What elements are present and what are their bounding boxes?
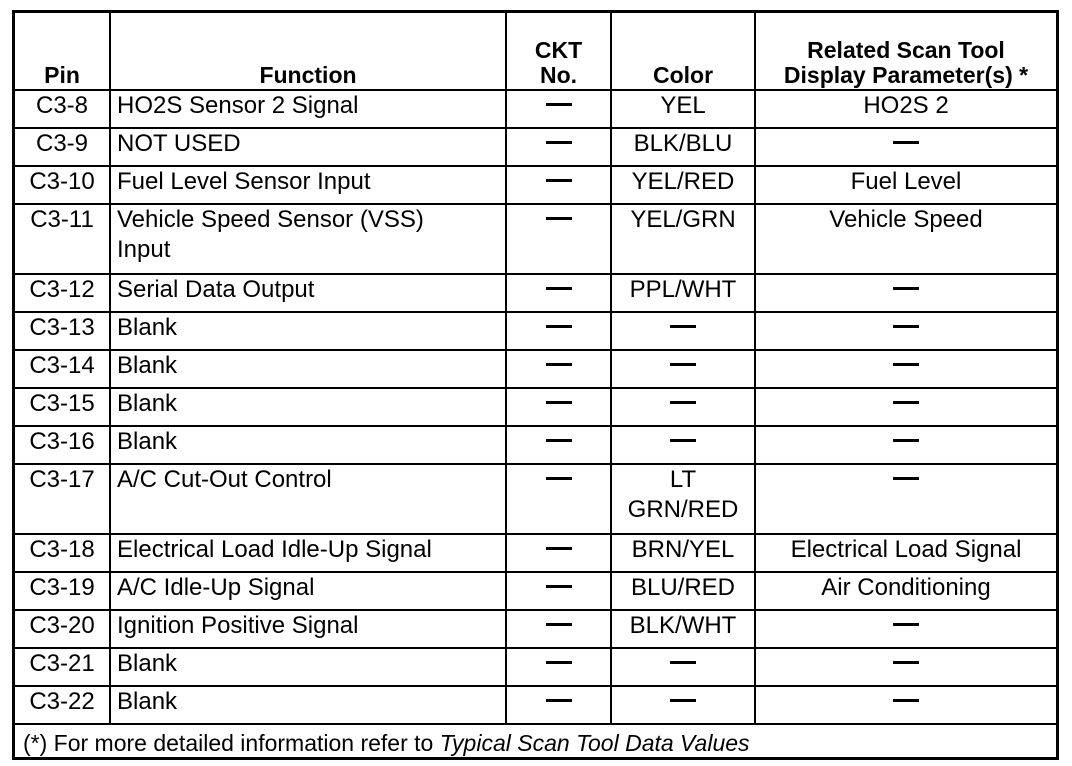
cell-ckt-no: [506, 464, 611, 534]
footnote: [15, 725, 1056, 759]
table-row: [15, 274, 1056, 312]
cell-scan-tool-parameter: [755, 648, 1056, 686]
cell-ckt-no: [506, 572, 611, 610]
table-row: [15, 686, 1056, 724]
cell-pin: C3-16: [15, 426, 110, 464]
header-function: Function: [110, 13, 506, 90]
param-dash: [893, 439, 919, 442]
param-dash: [893, 141, 919, 144]
table-row: [15, 572, 1056, 610]
cell-color: PPL/WHT: [611, 274, 755, 312]
cell-ckt-no: [506, 204, 611, 274]
table-row: [15, 464, 1056, 534]
cell-function: HO2S Sensor 2 Signal: [110, 90, 506, 128]
cell-function: Serial Data Output: [110, 274, 506, 312]
cell-pin: C3-17: [15, 464, 110, 534]
color-dash: [670, 699, 696, 702]
pinout-document: [12, 10, 1059, 760]
ckt-dash: [546, 401, 572, 404]
param-dash: [893, 623, 919, 626]
cell-pin: C3-21: [15, 648, 110, 686]
param-dash: [893, 287, 919, 290]
cell-color: YEL: [611, 90, 755, 128]
table-row: [15, 166, 1056, 204]
ckt-dash: [546, 103, 572, 106]
footnote-reference: Typical Scan Tool Data Values: [439, 730, 750, 756]
cell-color: [611, 426, 755, 464]
cell-scan-tool-parameter: HO2S 2: [755, 90, 1056, 128]
cell-function: Blank: [110, 426, 506, 464]
header-param-line1: Related Scan Tool: [807, 36, 1005, 63]
param-dash: [893, 325, 919, 328]
ckt-dash: [546, 699, 572, 702]
ckt-dash: [546, 325, 572, 328]
cell-color: BLK/WHT: [611, 610, 755, 648]
table-row: [15, 648, 1056, 686]
param-dash: [893, 477, 919, 480]
color-dash: [670, 325, 696, 328]
cell-color: [611, 686, 755, 724]
cell-scan-tool-parameter: Vehicle Speed: [755, 204, 1056, 274]
ckt-dash: [546, 287, 572, 290]
pinout-table: [15, 13, 1056, 725]
table-row: [15, 610, 1056, 648]
cell-function: Fuel Level Sensor Input: [110, 166, 506, 204]
table-row: [15, 204, 1056, 274]
cell-color: [611, 648, 755, 686]
cell-pin: C3-13: [15, 312, 110, 350]
cell-function: NOT USED: [110, 128, 506, 166]
header-ckt-line1: CKT: [534, 36, 583, 63]
param-dash: [893, 363, 919, 366]
cell-ckt-no: [506, 426, 611, 464]
cell-pin: C3-15: [15, 388, 110, 426]
cell-color: YEL/GRN: [611, 204, 755, 274]
cell-color: [611, 388, 755, 426]
function-line1: Vehicle Speed Sensor (VSS): [117, 206, 424, 233]
cell-ckt-no: [506, 90, 611, 128]
param-dash: [893, 699, 919, 702]
cell-ckt-no: [506, 166, 611, 204]
table-row: [15, 312, 1056, 350]
cell-function: [110, 204, 506, 274]
cell-scan-tool-parameter: Fuel Level: [755, 166, 1056, 204]
cell-color: [611, 350, 755, 388]
color-line1: LT: [669, 466, 697, 493]
table-row: [15, 90, 1056, 128]
cell-color: YEL/RED: [611, 166, 755, 204]
table-row: [15, 534, 1056, 572]
footnote-text: (*) For more detailed information refer to: [23, 730, 440, 756]
header-param-line2: Display Parameter(s) *: [783, 62, 1029, 89]
color-dash: [670, 439, 696, 442]
table-body: [15, 90, 1056, 724]
ckt-dash: [546, 217, 572, 220]
cell-ckt-no: [506, 686, 611, 724]
color-dash: [670, 661, 696, 664]
cell-ckt-no: [506, 128, 611, 166]
cell-function: Blank: [110, 388, 506, 426]
function-line2: Input: [117, 236, 171, 263]
header-color: Color: [611, 13, 755, 90]
cell-pin: C3-12: [15, 274, 110, 312]
cell-scan-tool-parameter: [755, 312, 1056, 350]
cell-scan-tool-parameter: Electrical Load Signal: [755, 534, 1056, 572]
color-dash: [670, 363, 696, 366]
ckt-dash: [546, 547, 572, 550]
cell-ckt-no: [506, 350, 611, 388]
cell-scan-tool-parameter: [755, 388, 1056, 426]
cell-ckt-no: [506, 610, 611, 648]
ckt-dash: [546, 477, 572, 480]
cell-scan-tool-parameter: Air Conditioning: [755, 572, 1056, 610]
cell-function: Electrical Load Idle-Up Signal: [110, 534, 506, 572]
cell-pin: C3-22: [15, 686, 110, 724]
header-pin: Pin: [15, 13, 110, 90]
cell-scan-tool-parameter: [755, 426, 1056, 464]
ckt-dash: [546, 363, 572, 366]
color-line2: GRN/RED: [627, 496, 739, 523]
table-header-row: [15, 13, 1056, 90]
ckt-dash: [546, 661, 572, 664]
ckt-dash: [546, 179, 572, 182]
ckt-dash: [546, 623, 572, 626]
cell-pin: C3-9: [15, 128, 110, 166]
cell-color: BLK/BLU: [611, 128, 755, 166]
cell-scan-tool-parameter: [755, 686, 1056, 724]
cell-function: Blank: [110, 648, 506, 686]
param-dash: [893, 661, 919, 664]
ckt-dash: [546, 585, 572, 588]
cell-pin: C3-11: [15, 204, 110, 274]
cell-scan-tool-parameter: [755, 128, 1056, 166]
cell-function: Blank: [110, 686, 506, 724]
cell-ckt-no: [506, 274, 611, 312]
cell-ckt-no: [506, 388, 611, 426]
cell-pin: C3-14: [15, 350, 110, 388]
header-ckt-no: [506, 13, 611, 90]
cell-ckt-no: [506, 534, 611, 572]
cell-pin: C3-19: [15, 572, 110, 610]
cell-function: A/C Cut-Out Control: [110, 464, 506, 534]
cell-function: Ignition Positive Signal: [110, 610, 506, 648]
cell-ckt-no: [506, 648, 611, 686]
cell-ckt-no: [506, 312, 611, 350]
ckt-dash: [546, 439, 572, 442]
cell-scan-tool-parameter: [755, 350, 1056, 388]
cell-scan-tool-parameter: [755, 274, 1056, 312]
cell-function: Blank: [110, 312, 506, 350]
cell-color: BLU/RED: [611, 572, 755, 610]
cell-function: Blank: [110, 350, 506, 388]
table-row: [15, 426, 1056, 464]
cell-color: [611, 312, 755, 350]
param-dash: [893, 401, 919, 404]
table-row: [15, 350, 1056, 388]
cell-pin: C3-10: [15, 166, 110, 204]
cell-color: BRN/YEL: [611, 534, 755, 572]
cell-pin: C3-18: [15, 534, 110, 572]
cell-pin: C3-20: [15, 610, 110, 648]
cell-scan-tool-parameter: [755, 610, 1056, 648]
cell-pin: C3-8: [15, 90, 110, 128]
cell-function: A/C Idle-Up Signal: [110, 572, 506, 610]
ckt-dash: [546, 141, 572, 144]
table-row: [15, 128, 1056, 166]
header-scan-tool-parameter: [755, 13, 1056, 90]
cell-color: [611, 464, 755, 534]
cell-scan-tool-parameter: [755, 464, 1056, 534]
header-ckt-line2: No.: [539, 62, 578, 89]
color-dash: [670, 401, 696, 404]
table-row: [15, 388, 1056, 426]
